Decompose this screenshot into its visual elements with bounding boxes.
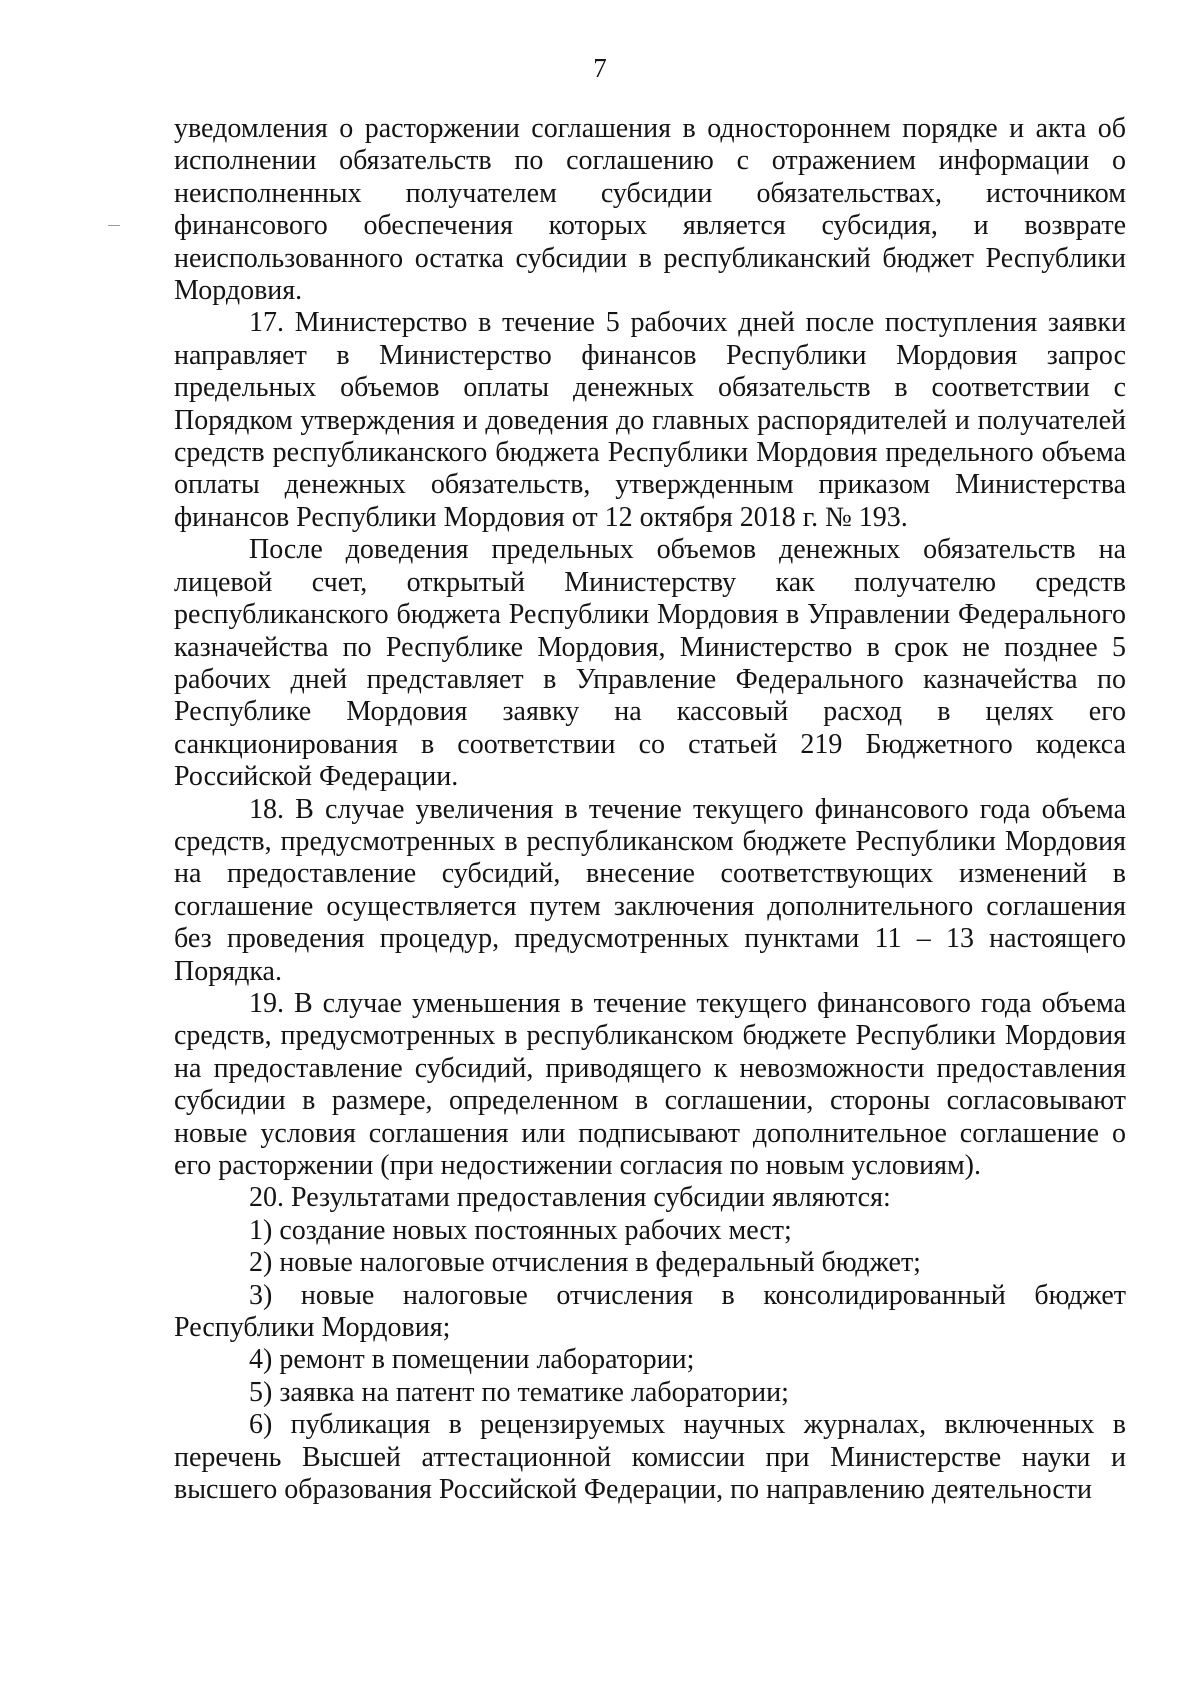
list-item-1: 1) создание новых постоянных рабочих мест; (249, 1214, 792, 1246)
paragraph-continuation: уведомления о расторжении соглашения в одностороннем порядке и акта об исполнении обязательств по соглашению с отражением информации о неисполненных получателем субсидии обязательствах, источником финансового обеспечения которых является субсидия, и возврате неиспользованного остатка субсидии в республиканский бюджет Республики Мордовия. (174, 113, 1126, 307)
list-item-5: 5) заявка на патент по тематике лаборатории; (249, 1376, 789, 1408)
page-number: 7 (593, 53, 607, 83)
paragraph-item-17: 17. Министерство в течение 5 рабочих дней после поступления заявки направляет в Министерство финансов Республики Мордовия запрос предельных объемов оплаты денежных обязательств в соответствии с Порядком утверждения и доведения до главных распорядителей и получателей средств республиканского бюджета Республики Мордовия предельного объема оплаты денежных обязательств, утвержденным приказом Министерства финансов Республики Мордовия от 12 октября 2018 г. № 193. (174, 307, 1126, 533)
list-item-4: 4) ремонт в помещении лаборатории; (249, 1344, 695, 1376)
margin-mark (108, 225, 120, 226)
paragraph-item-18: 18. В случае увеличения в течение текущего финансового года объема средств, предусмотренных в республиканском бюджете Республики Мордовия на предоставление субсидий, внесение соответствующих изменений в соглашение осуществляется путем заключения дополнительного соглашения без проведения процедур, предусмотренных пунктами 11 – 13 настоящего Порядка. (174, 793, 1126, 987)
list-item-3: 3) новые налоговые отчисления в консолидированный бюджет Республики Мордовия; (174, 1279, 1126, 1344)
list-item-2: 2) новые налоговые отчисления в федеральный бюджет; (249, 1247, 921, 1279)
paragraph-limits-transfer: После доведения предельных объемов денежных обязательств на лицевой счет, открытый Министерству как получателю средств республиканского бюджета Республики Мордовия в Управлении Федерального казначейства по Республике Мордовия, Министерство в срок не позднее 5 рабочих дней представляет в Управление Федерального казначейства по Республике Мордовия заявку на кассовый расход в целях его санкционирования в соответствии со статьей 219 Бюджетного кодекса Российской Федерации. (174, 534, 1126, 793)
paragraph-item-19: 19. В случае уменьшения в течение текущего финансового года объема средств, предусмотренных в республиканском бюджете Республики Мордовия на предоставление субсидий, приводящего к невозможности предоставления субсидии в размере, определенном в соглашении, стороны согласовывают новые условия соглашения или подписывают дополнительное соглашение о его расторжении (при недостижении согласия по новым условиям). (174, 987, 1126, 1181)
document-body (174, 113, 1126, 1506)
list-item-6: 6) публикация в рецензируемых научных журналах, включенных в перечень Высшей аттестационной комиссии при Министерстве науки и высшего образования Российской Федерации, по направлению деятельности (174, 1409, 1126, 1506)
paragraph-item-20: 20. Результатами предоставления субсидии являются: (249, 1182, 891, 1214)
